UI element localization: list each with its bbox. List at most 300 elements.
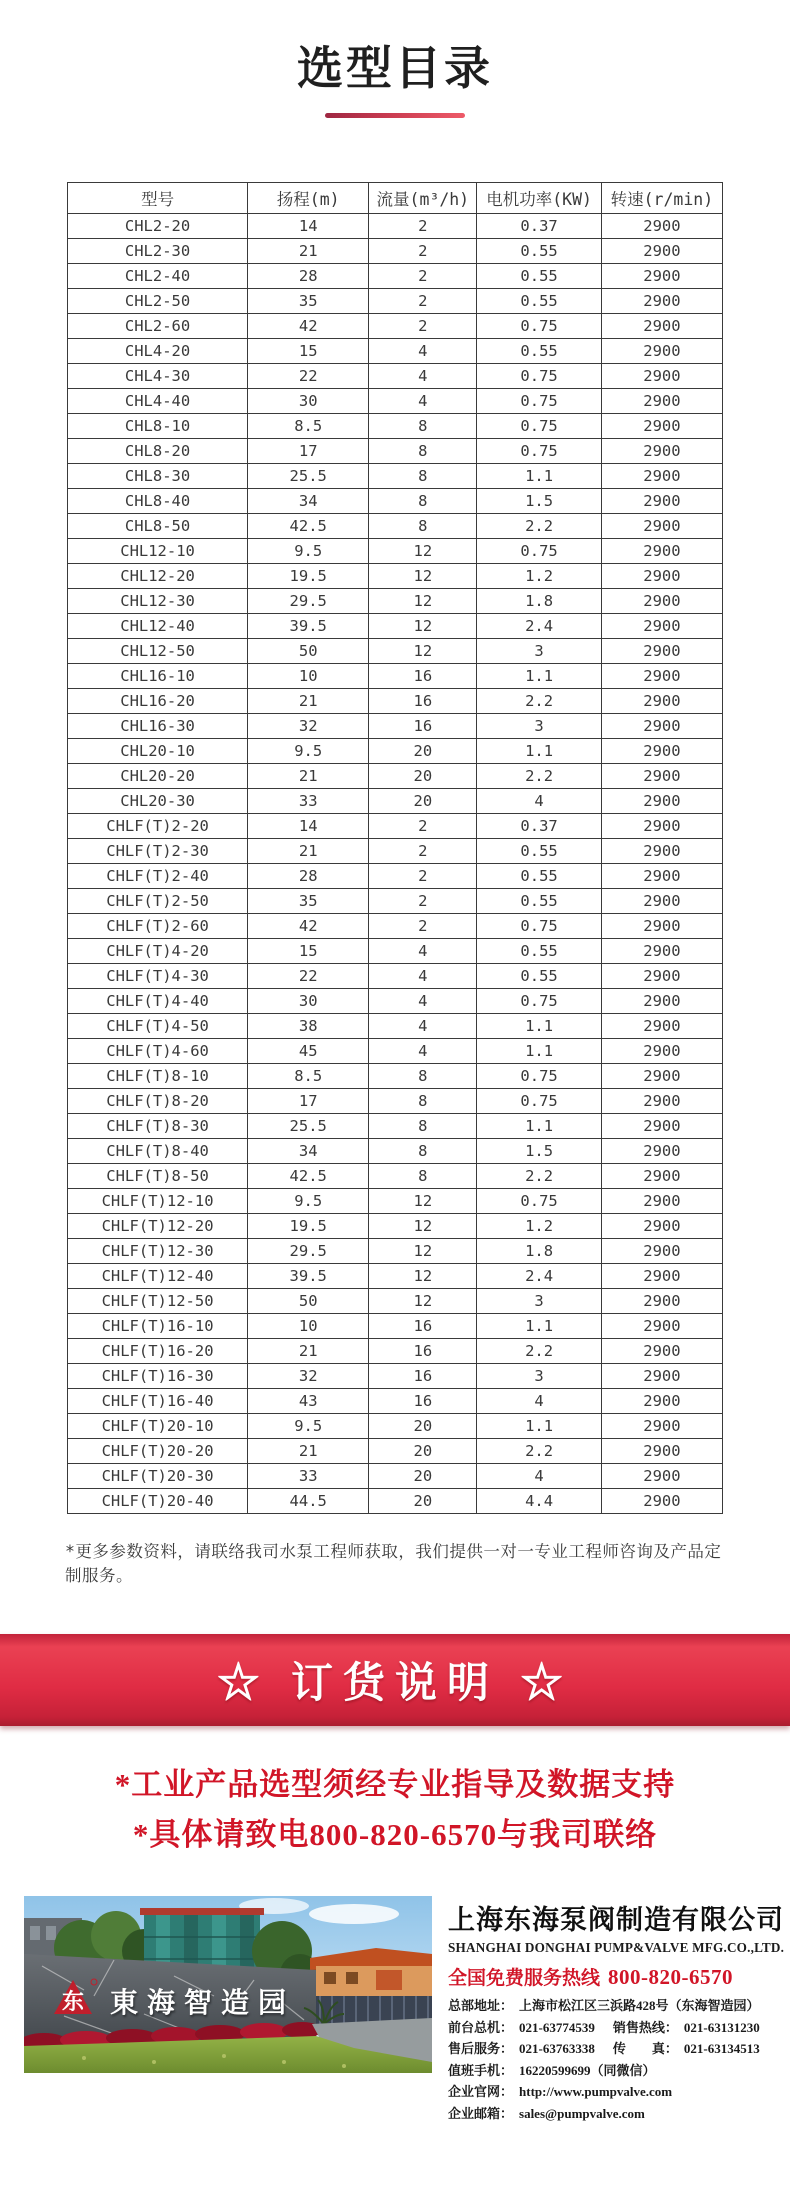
- table-cell-model: CHLF(T)2-60: [68, 914, 248, 939]
- table-cell-power: 0.75: [477, 414, 601, 439]
- table-cell-flow: 4: [369, 1014, 477, 1039]
- table-cell-power: 3: [477, 1364, 601, 1389]
- table-cell-flow: 2: [369, 214, 477, 239]
- table-cell-model: CHL8-10: [68, 414, 248, 439]
- order-notes: [0, 1760, 790, 1860]
- table-cell-speed: 2900: [601, 389, 722, 414]
- detail-value[interactable]: http://www.pumpvalve.com: [519, 2084, 673, 2099]
- company-detail-line: [448, 2103, 784, 2125]
- table-cell-power: 0.75: [477, 1064, 601, 1089]
- table-cell-speed: 2900: [601, 1064, 722, 1089]
- table-cell-speed: 2900: [601, 614, 722, 639]
- table-cell-model: CHLF(T)16-20: [68, 1339, 248, 1364]
- table-cell-flow: 8: [369, 1089, 477, 1114]
- table-cell-head: 21: [248, 1439, 369, 1464]
- table-cell-flow: 8: [369, 1114, 477, 1139]
- table-cell-speed: 2900: [601, 914, 722, 939]
- table-cell-head: 33: [248, 789, 369, 814]
- table-cell-flow: 2: [369, 914, 477, 939]
- table-cell-power: 2.2: [477, 764, 601, 789]
- table-cell-speed: 2900: [601, 939, 722, 964]
- col-header-head: 扬程(m): [248, 183, 369, 214]
- table-cell-flow: 4: [369, 989, 477, 1014]
- table-cell-model: CHLF(T)2-20: [68, 814, 248, 839]
- hotline-number[interactable]: 800-820-6570: [608, 1965, 734, 1989]
- table-row: [68, 239, 723, 264]
- table-cell-model: CHLF(T)4-40: [68, 989, 248, 1014]
- window: [46, 1926, 56, 1940]
- table-row: [68, 214, 723, 239]
- selection-table-body: [68, 214, 723, 1514]
- table-cell-speed: 2900: [601, 664, 722, 689]
- page-header: [0, 0, 790, 118]
- table-cell-head: 22: [248, 964, 369, 989]
- company-info: [432, 1896, 784, 2124]
- table-cell-head: 30: [248, 989, 369, 1014]
- table-cell-speed: 2900: [601, 1239, 722, 1264]
- table-row: [68, 364, 723, 389]
- detail-label: 值班手机：: [448, 2062, 514, 2078]
- table-cell-power: 0.75: [477, 364, 601, 389]
- table-cell-speed: 2900: [601, 1114, 722, 1139]
- table-cell-power: 1.1: [477, 1014, 601, 1039]
- guard-house: [376, 1970, 402, 1990]
- table-cell-power: 4: [477, 1464, 601, 1489]
- table-cell-flow: 16: [369, 689, 477, 714]
- table-cell-model: CHL4-20: [68, 339, 248, 364]
- table-cell-flow: 4: [369, 939, 477, 964]
- table-cell-head: 42: [248, 314, 369, 339]
- table-cell-speed: 2900: [601, 339, 722, 364]
- table-cell-model: CHL16-20: [68, 689, 248, 714]
- table-cell-power: 2.2: [477, 1439, 601, 1464]
- table-cell-flow: 2: [369, 264, 477, 289]
- table-cell-power: 0.37: [477, 814, 601, 839]
- table-row: [68, 864, 723, 889]
- table-row: [68, 1489, 723, 1514]
- company-details: [448, 1995, 784, 2124]
- table-cell-head: 45: [248, 1039, 369, 1064]
- company-detail-line: [448, 2060, 784, 2082]
- table-row: [68, 714, 723, 739]
- order-note-line-1: *工业产品选型须经专业指导及数据支持: [114, 1767, 676, 1802]
- hotline-label: 全国免费服务热线: [448, 1968, 601, 1989]
- table-cell-model: CHLF(T)12-50: [68, 1289, 248, 1314]
- table-cell-power: 1.1: [477, 464, 601, 489]
- table-cell-flow: 2: [369, 289, 477, 314]
- table-cell-model: CHLF(T)2-50: [68, 889, 248, 914]
- table-cell-speed: 2900: [601, 789, 722, 814]
- table-cell-head: 10: [248, 664, 369, 689]
- table-row: [68, 314, 723, 339]
- table-cell-model: CHL4-30: [68, 364, 248, 389]
- detail-label: 前台总机：: [448, 2019, 514, 2035]
- table-cell-model: CHL8-40: [68, 489, 248, 514]
- table-row: [68, 539, 723, 564]
- detail-value: 021-63774539: [519, 2019, 595, 2035]
- table-row: [68, 989, 723, 1014]
- table-cell-model: CHLF(T)2-40: [68, 864, 248, 889]
- table-cell-head: 42.5: [248, 514, 369, 539]
- table-cell-flow: 16: [369, 1339, 477, 1364]
- table-cell-model: CHL2-30: [68, 239, 248, 264]
- table-cell-power: 1.2: [477, 1214, 601, 1239]
- table-cell-head: 44.5: [248, 1489, 369, 1514]
- table-cell-speed: 2900: [601, 564, 722, 589]
- table-cell-speed: 2900: [601, 1039, 722, 1064]
- order-banner: [0, 1634, 790, 1726]
- table-row: [68, 514, 723, 539]
- table-cell-power: 0.55: [477, 939, 601, 964]
- table-row: [68, 889, 723, 914]
- table-cell-flow: 16: [369, 1389, 477, 1414]
- glass-building-roof: [140, 1908, 264, 1915]
- company-detail-line: [448, 1995, 784, 2017]
- table-row: [68, 1214, 723, 1239]
- table-cell-speed: 2900: [601, 639, 722, 664]
- table-cell-speed: 2900: [601, 214, 722, 239]
- table-cell-flow: 8: [369, 414, 477, 439]
- table-row: [68, 664, 723, 689]
- table-row: [68, 289, 723, 314]
- table-cell-flow: 20: [369, 739, 477, 764]
- table-cell-head: 17: [248, 1089, 369, 1114]
- table-cell-head: 50: [248, 639, 369, 664]
- table-row: [68, 964, 723, 989]
- footnote: *更多参数资料，请联络我司水泵工程师获取，我们提供一对一专业工程师咨询及产品定制服务。: [65, 1542, 722, 1585]
- table-cell-flow: 8: [369, 1139, 477, 1164]
- table-cell-speed: 2900: [601, 714, 722, 739]
- table-cell-model: CHL8-50: [68, 514, 248, 539]
- table-cell-model: CHL20-30: [68, 789, 248, 814]
- table-cell-power: 0.55: [477, 839, 601, 864]
- table-cell-flow: 2: [369, 239, 477, 264]
- table-cell-head: 29.5: [248, 589, 369, 614]
- table-cell-flow: 12: [369, 1189, 477, 1214]
- table-row: [68, 339, 723, 364]
- table-row: [68, 739, 723, 764]
- table-cell-flow: 4: [369, 1039, 477, 1064]
- table-cell-head: 9.5: [248, 1414, 369, 1439]
- table-cell-flow: 8: [369, 514, 477, 539]
- table-row: [68, 939, 723, 964]
- table-cell-model: CHLF(T)8-40: [68, 1139, 248, 1164]
- detail-label: 售后服务：: [448, 2041, 514, 2056]
- table-cell-model: CHL8-30: [68, 464, 248, 489]
- table-cell-flow: 20: [369, 1489, 477, 1514]
- table-cell-flow: 12: [369, 1239, 477, 1264]
- table-cell-flow: 12: [369, 1289, 477, 1314]
- table-cell-head: 21: [248, 764, 369, 789]
- detail-label: 传 真：: [612, 2041, 678, 2056]
- table-cell-head: 21: [248, 239, 369, 264]
- table-cell-head: 39.5: [248, 614, 369, 639]
- table-cell-flow: 8: [369, 464, 477, 489]
- table-cell-model: CHLF(T)12-20: [68, 1214, 248, 1239]
- table-cell-speed: 2900: [601, 1364, 722, 1389]
- table-cell-model: CHL16-30: [68, 714, 248, 739]
- table-cell-head: 32: [248, 1364, 369, 1389]
- detail-value[interactable]: sales@pumpvalve.com: [519, 2105, 645, 2121]
- table-row: [68, 464, 723, 489]
- cloud: [309, 1904, 399, 1924]
- table-cell-model: CHLF(T)12-30: [68, 1239, 248, 1264]
- table-cell-power: 2.2: [477, 689, 601, 714]
- table-cell-model: CHLF(T)16-10: [68, 1314, 248, 1339]
- table-row: [68, 1089, 723, 1114]
- table-row: [68, 489, 723, 514]
- table-cell-speed: 2900: [601, 1389, 722, 1414]
- table-row: [68, 789, 723, 814]
- table-row: [68, 589, 723, 614]
- table-cell-model: CHLF(T)8-10: [68, 1064, 248, 1089]
- table-cell-speed: 2900: [601, 1439, 722, 1464]
- table-cell-flow: 2: [369, 864, 477, 889]
- table-cell-head: 9.5: [248, 1189, 369, 1214]
- table-row: [68, 914, 723, 939]
- table-cell-model: CHLF(T)4-50: [68, 1014, 248, 1039]
- table-cell-flow: 12: [369, 639, 477, 664]
- table-cell-power: 4: [477, 789, 601, 814]
- table-cell-power: 2.2: [477, 1164, 601, 1189]
- table-cell-flow: 16: [369, 664, 477, 689]
- detail-label: 企业邮箱：: [448, 2105, 514, 2121]
- col-header-power: 电机功率(KW): [477, 183, 601, 214]
- window: [346, 1972, 358, 1984]
- table-cell-head: 28: [248, 864, 369, 889]
- table-cell-flow: 20: [369, 764, 477, 789]
- table-cell-model: CHLF(T)4-20: [68, 939, 248, 964]
- table-cell-flow: 12: [369, 589, 477, 614]
- table-cell-speed: 2900: [601, 1489, 722, 1514]
- table-row: [68, 1464, 723, 1489]
- window: [30, 1926, 40, 1940]
- table-cell-speed: 2900: [601, 1089, 722, 1114]
- table-cell-power: 0.55: [477, 889, 601, 914]
- detail-value: 021-63131230: [683, 2019, 760, 2035]
- table-cell-model: CHLF(T)12-40: [68, 1264, 248, 1289]
- table-cell-speed: 2900: [601, 1189, 722, 1214]
- table-cell-model: CHLF(T)16-30: [68, 1364, 248, 1389]
- table-cell-speed: 2900: [601, 1264, 722, 1289]
- table-cell-power: 0.55: [477, 864, 601, 889]
- table-cell-power: 3: [477, 1289, 601, 1314]
- col-header-flow: 流量(m³/h): [369, 183, 477, 214]
- table-cell-head: 39.5: [248, 1264, 369, 1289]
- table-cell-speed: 2900: [601, 1314, 722, 1339]
- table-cell-head: 35: [248, 889, 369, 914]
- table-cell-flow: 20: [369, 1464, 477, 1489]
- table-cell-speed: 2900: [601, 489, 722, 514]
- table-cell-flow: 8: [369, 489, 477, 514]
- table-cell-head: 22: [248, 364, 369, 389]
- table-cell-model: CHLF(T)12-10: [68, 1189, 248, 1214]
- selection-table: [67, 182, 723, 1514]
- table-cell-head: 25.5: [248, 1114, 369, 1139]
- table-cell-model: CHLF(T)8-30: [68, 1114, 248, 1139]
- table-cell-head: 43: [248, 1389, 369, 1414]
- table-cell-head: 21: [248, 689, 369, 714]
- table-row: [68, 564, 723, 589]
- table-cell-flow: 16: [369, 1364, 477, 1389]
- table-cell-head: 32: [248, 714, 369, 739]
- table-cell-speed: 2900: [601, 814, 722, 839]
- table-cell-flow: 12: [369, 539, 477, 564]
- table-cell-head: 10: [248, 1314, 369, 1339]
- table-cell-head: 38: [248, 1014, 369, 1039]
- table-cell-head: 14: [248, 214, 369, 239]
- table-cell-speed: 2900: [601, 264, 722, 289]
- table-cell-speed: 2900: [601, 364, 722, 389]
- table-cell-power: 1.5: [477, 1139, 601, 1164]
- table-cell-model: CHLF(T)20-30: [68, 1464, 248, 1489]
- table-cell-head: 28: [248, 264, 369, 289]
- company-photo-illustration: [24, 1896, 432, 2073]
- table-cell-power: 0.75: [477, 989, 601, 1014]
- table-cell-head: 17: [248, 439, 369, 464]
- table-cell-power: 1.1: [477, 1314, 601, 1339]
- table-cell-power: 2.2: [477, 514, 601, 539]
- table-cell-flow: 12: [369, 1214, 477, 1239]
- table-cell-head: 8.5: [248, 1064, 369, 1089]
- table-row: [68, 1389, 723, 1414]
- table-cell-model: CHLF(T)4-60: [68, 1039, 248, 1064]
- table-cell-speed: 2900: [601, 1014, 722, 1039]
- table-cell-speed: 2900: [601, 1414, 722, 1439]
- table-row: [68, 1164, 723, 1189]
- table-row: [68, 1014, 723, 1039]
- table-cell-speed: 2900: [601, 739, 722, 764]
- table-cell-model: CHLF(T)20-10: [68, 1414, 248, 1439]
- table-cell-model: CHL2-20: [68, 214, 248, 239]
- table-cell-model: CHLF(T)4-30: [68, 964, 248, 989]
- table-cell-speed: 2900: [601, 289, 722, 314]
- col-header-model: 型号: [68, 183, 248, 214]
- table-row: [68, 1289, 723, 1314]
- company-logo-char: 东: [61, 1989, 85, 2014]
- table-cell-flow: 12: [369, 564, 477, 589]
- table-cell-model: CHL2-60: [68, 314, 248, 339]
- table-cell-head: 35: [248, 289, 369, 314]
- col-header-speed: 转速(r/min): [601, 183, 722, 214]
- table-cell-power: 2.2: [477, 1339, 601, 1364]
- table-cell-power: 1.1: [477, 1414, 601, 1439]
- table-cell-head: 9.5: [248, 539, 369, 564]
- table-cell-model: CHLF(T)2-30: [68, 839, 248, 864]
- table-cell-power: 0.55: [477, 239, 601, 264]
- table-cell-power: 1.5: [477, 489, 601, 514]
- table-cell-speed: 2900: [601, 1339, 722, 1364]
- order-banner-text: ☆ 订货说明 ☆: [217, 1659, 573, 1706]
- table-row: [68, 1439, 723, 1464]
- table-cell-head: 14: [248, 814, 369, 839]
- table-cell-flow: 4: [369, 339, 477, 364]
- table-cell-power: 1.8: [477, 1239, 601, 1264]
- table-cell-model: CHL16-10: [68, 664, 248, 689]
- table-cell-power: 4: [477, 1389, 601, 1414]
- title-underline: [325, 113, 465, 118]
- table-cell-speed: 2900: [601, 539, 722, 564]
- table-cell-power: 1.8: [477, 589, 601, 614]
- table-row: [68, 389, 723, 414]
- table-cell-head: 42: [248, 914, 369, 939]
- table-cell-flow: 4: [369, 389, 477, 414]
- table-row: [68, 414, 723, 439]
- company-detail-line: [448, 2017, 784, 2039]
- table-cell-power: 0.37: [477, 214, 601, 239]
- table-row: [68, 1364, 723, 1389]
- table-cell-flow: 8: [369, 1164, 477, 1189]
- table-cell-speed: 2900: [601, 589, 722, 614]
- table-cell-speed: 2900: [601, 889, 722, 914]
- table-cell-power: 0.55: [477, 289, 601, 314]
- table-cell-power: 1.1: [477, 1039, 601, 1064]
- table-cell-model: CHL12-10: [68, 539, 248, 564]
- table-cell-power: 1.1: [477, 664, 601, 689]
- table-cell-head: 30: [248, 389, 369, 414]
- table-row: [68, 1414, 723, 1439]
- table-cell-speed: 2900: [601, 1139, 722, 1164]
- page-title: 选型目录: [297, 42, 493, 94]
- table-header-row: [68, 183, 723, 214]
- table-cell-flow: 2: [369, 814, 477, 839]
- table-cell-speed: 2900: [601, 964, 722, 989]
- table-cell-speed: 2900: [601, 1289, 722, 1314]
- table-cell-flow: 20: [369, 1439, 477, 1464]
- table-row: [68, 839, 723, 864]
- table-cell-speed: 2900: [601, 864, 722, 889]
- table-cell-power: 1.1: [477, 739, 601, 764]
- table-cell-model: CHL2-40: [68, 264, 248, 289]
- table-cell-model: CHL2-50: [68, 289, 248, 314]
- table-cell-flow: 16: [369, 714, 477, 739]
- table-row: [68, 814, 723, 839]
- table-cell-flow: 4: [369, 364, 477, 389]
- table-cell-model: CHLF(T)8-50: [68, 1164, 248, 1189]
- table-row: [68, 1314, 723, 1339]
- table-row: [68, 1114, 723, 1139]
- table-cell-power: 0.55: [477, 964, 601, 989]
- photo-sign-text: 東海智造园: [110, 1987, 296, 2018]
- table-cell-power: 2.4: [477, 614, 601, 639]
- table-cell-flow: 4: [369, 964, 477, 989]
- table-row: [68, 264, 723, 289]
- table-cell-power: 0.55: [477, 264, 601, 289]
- table-cell-speed: 2900: [601, 514, 722, 539]
- table-cell-power: 0.75: [477, 1189, 601, 1214]
- table-cell-speed: 2900: [601, 1164, 722, 1189]
- table-cell-head: 42.5: [248, 1164, 369, 1189]
- table-cell-head: 8.5: [248, 414, 369, 439]
- table-cell-flow: 2: [369, 839, 477, 864]
- table-cell-model: CHLF(T)8-20: [68, 1089, 248, 1114]
- table-row: [68, 639, 723, 664]
- company-detail-line: [448, 2038, 784, 2060]
- table-cell-power: 0.75: [477, 539, 601, 564]
- table-cell-head: 15: [248, 339, 369, 364]
- company-detail-line: [448, 2081, 784, 2103]
- table-cell-flow: 20: [369, 789, 477, 814]
- table-cell-power: 1.2: [477, 564, 601, 589]
- table-cell-speed: 2900: [601, 239, 722, 264]
- order-note-line-2: *具体请致电800-820-6570与我司联络: [132, 1817, 658, 1852]
- table-cell-model: CHLF(T)20-20: [68, 1439, 248, 1464]
- table-cell-power: 2.4: [477, 1264, 601, 1289]
- table-cell-head: 33: [248, 1464, 369, 1489]
- table-cell-model: CHLF(T)16-40: [68, 1389, 248, 1414]
- detail-label: 销售热线：: [612, 2019, 678, 2035]
- table-row: [68, 1264, 723, 1289]
